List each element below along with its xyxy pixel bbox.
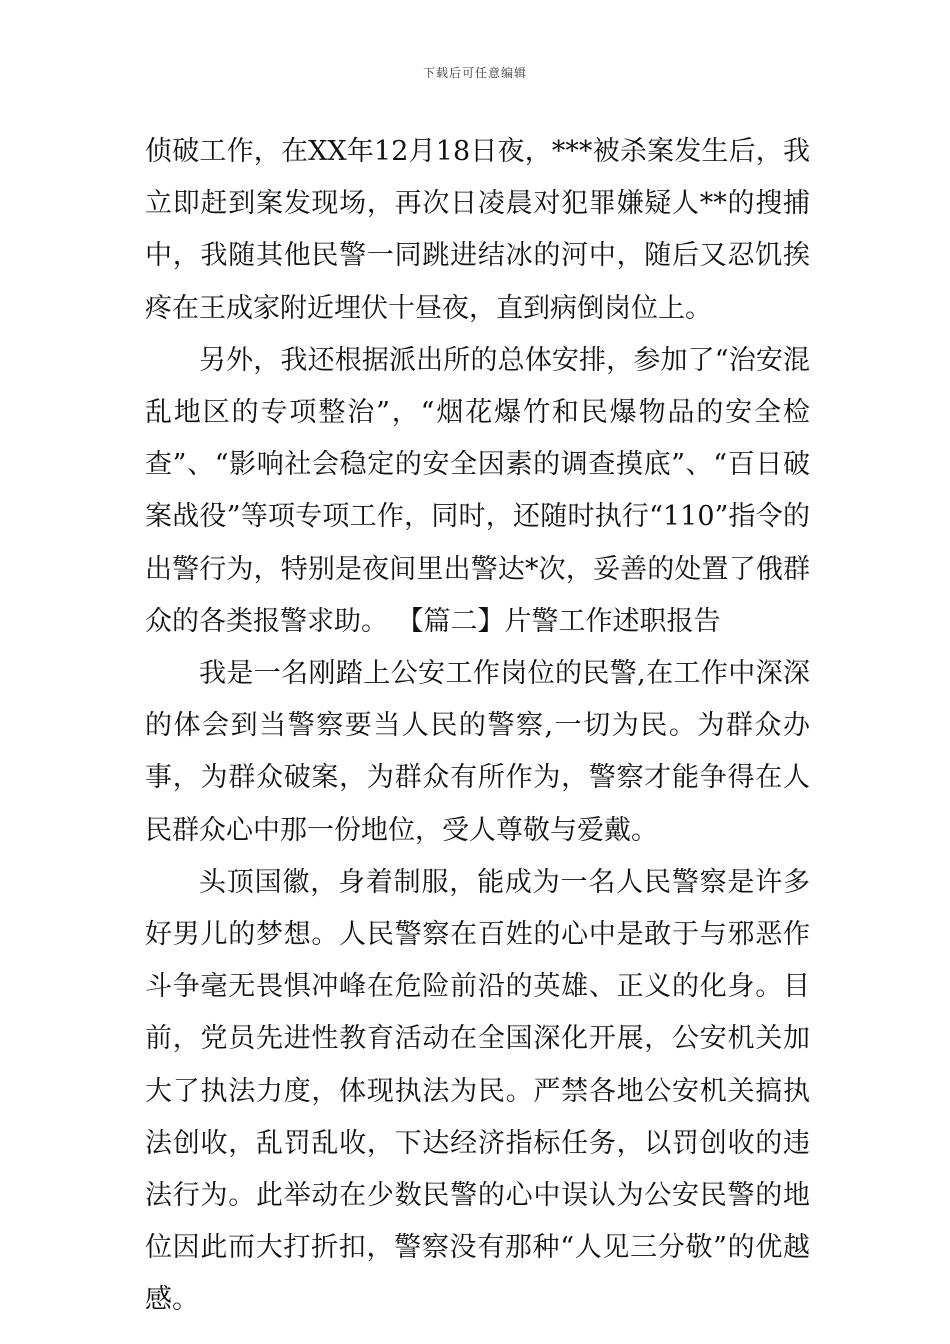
section-heading: 【篇二】片警工作述职报告 <box>410 605 721 637</box>
paragraph-serve-people: 我是一名刚踏上公安工作岗位的民警,在工作中深深的体会到当警察要当人民的警察,一切为民。为群众办事，为群众破案，为群众有所作为，警察才能争得在人民群众心中那一份地位，受人尊敬与爱戴。 <box>145 658 810 846</box>
paragraph-special-tasks <box>145 335 810 648</box>
document-body <box>145 126 810 1327</box>
paragraph-case-pursuit: 侦破工作，在XX年12月18日夜，***被杀案发生后，我立即赶到案发现场，再次日凌晨对犯罪嫌疑人**的搜捕中，我随其他民警一同跳进结冰的河中，随后又忍饥挨疼在王成家附近埋伏十昼夜，直到病倒岗位上。 <box>145 136 810 324</box>
paragraph-special-tasks-text: 另外，我还根据派出所的总体安排，参加了“治安混乱地区的专项整治”，“烟花爆竹和民爆物品的安全检查”、“影响社会稳定的安全因素的调查摸底”、“百日破案战役”等项专项工作，同时，还随时执行“110”指令的出警行为，特别是夜间里出警达*次，妥善的处置了俄群众的各类报警求助。 <box>145 344 810 637</box>
header-note: 下载后可任意编辑 <box>422 66 527 80</box>
paragraph-police-image: 头顶国徽，身着制服，能成为一名人民警察是许多好男儿的梦想。人民警察在百姓的心中是敢于与邪恶作斗争毫无畏惧冲峰在危险前沿的英雄、正义的化身。目前，党员先进性教育活动在全国深化开展，公安机关加大了执法力度，体现执法为民。严禁各地公安机关搞执法创收，乱罚乱收，下达经济指标任务，以罚创收的违法行为。此举动在少数民警的心中误认为公安民警的地位因此而大打折扣，警察没有那种“人见三分敬”的优越感。 <box>145 866 810 1316</box>
